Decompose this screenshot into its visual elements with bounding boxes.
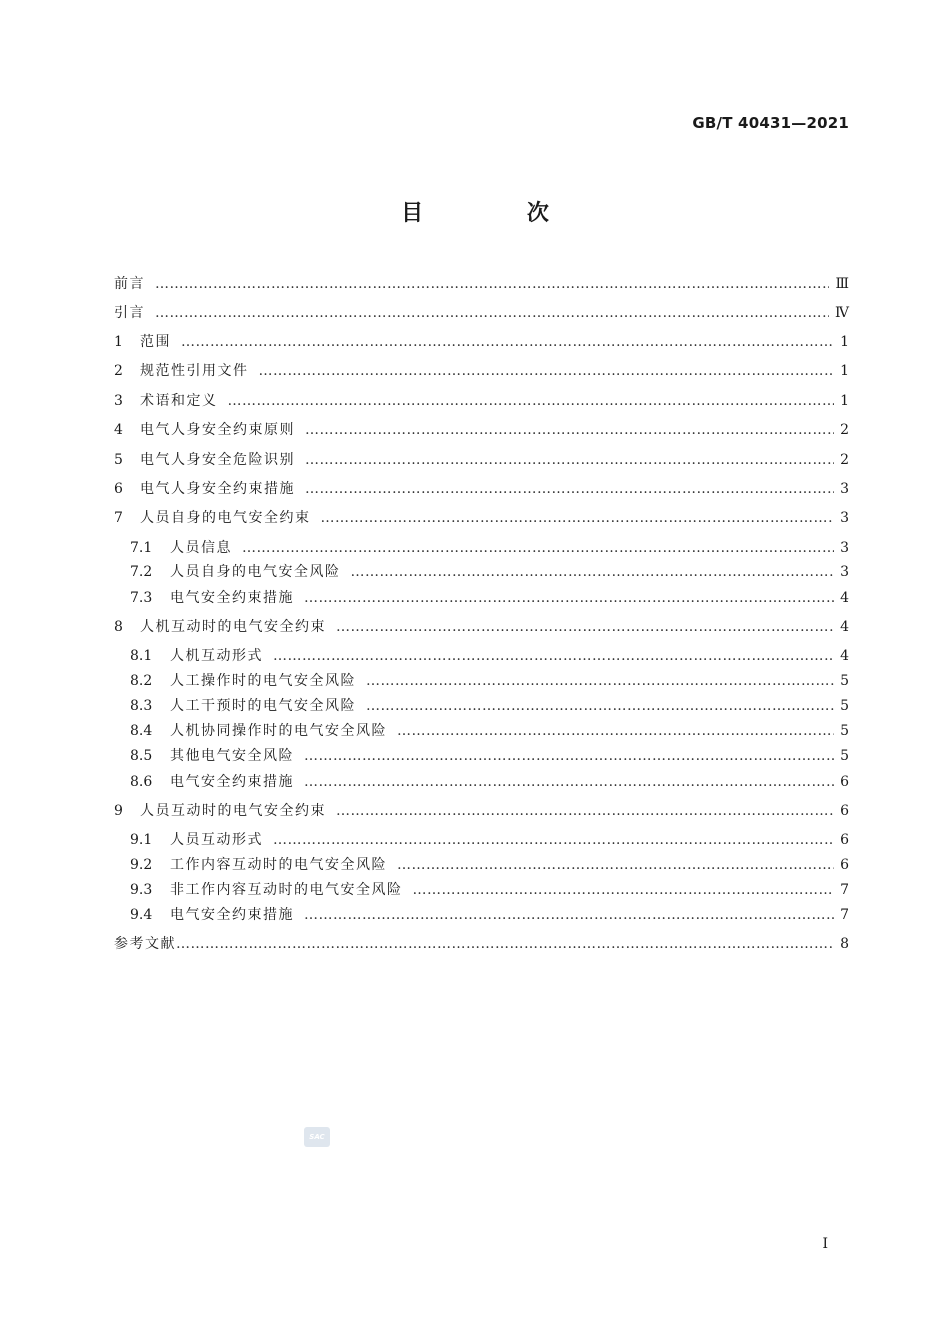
toc-entry-label: 其他电气安全风险: [170, 748, 294, 764]
toc-leader-dots: [176, 933, 834, 955]
toc-entry-label: 电气人身安全约束原则: [140, 422, 295, 438]
toc-leader-dots: [305, 419, 834, 441]
sac-watermark-logo: SAC: [304, 1127, 330, 1147]
toc-entry-number: 8.2: [130, 673, 153, 689]
toc-entry-label: 工作内容互动时的电气安全风险: [170, 857, 387, 873]
toc-entry-page: 6: [840, 803, 849, 819]
toc-leader-dots: [304, 904, 834, 926]
toc-entry-page: 2: [840, 422, 849, 438]
toc-leader-dots: [181, 331, 834, 353]
toc-entry-number: 3: [114, 393, 123, 409]
toc-entry-label: 人机互动形式: [170, 648, 263, 664]
toc-entry-label: 人工操作时的电气安全风险: [170, 673, 356, 689]
toc-entry[interactable]: [114, 273, 849, 295]
toc-leader-dots: [351, 561, 835, 583]
toc-entry-page: 3: [840, 540, 849, 556]
toc-entry-number: 7.2: [130, 564, 153, 580]
toc-entry-label: 人员自身的电气安全约束: [140, 510, 311, 526]
toc-entry[interactable]: [114, 360, 849, 382]
toc-entry-number: 8.1: [130, 648, 153, 664]
toc-leader-dots: [273, 645, 834, 667]
toc-entry[interactable]: [130, 771, 849, 793]
toc-leader-dots: [336, 800, 834, 822]
toc-entry[interactable]: [114, 478, 849, 500]
toc-leader-dots: [273, 829, 834, 851]
toc-entry-page: Ⅲ: [835, 276, 849, 292]
toc-entry-number: 9.3: [130, 882, 153, 898]
toc-entry-number: 2: [114, 363, 123, 379]
toc-entry-number: 8.6: [130, 774, 153, 790]
toc-entry[interactable]: [114, 800, 849, 822]
toc-entry-number: 1: [114, 334, 123, 350]
toc-entry-label: 人机互动时的电气安全约束: [140, 619, 326, 635]
toc-leader-dots: [366, 670, 834, 692]
toc-entry-page: 4: [840, 648, 849, 664]
toc-entry-number: 6: [114, 481, 123, 497]
toc-entry[interactable]: [130, 670, 849, 692]
toc-leader-dots: [228, 390, 835, 412]
toc-leader-dots: [397, 854, 834, 876]
toc-entry[interactable]: [130, 645, 849, 667]
toc-entry[interactable]: [130, 695, 849, 717]
toc-entry-number: 7.1: [130, 540, 153, 556]
toc-entry[interactable]: [114, 449, 849, 471]
toc-entry[interactable]: [114, 331, 849, 353]
page-number: I: [822, 1236, 828, 1252]
toc-leader-dots: [304, 745, 834, 767]
toc-entry-label: 人员互动形式: [170, 832, 263, 848]
toc-entry-label: 术语和定义: [140, 393, 218, 409]
toc-entry[interactable]: [114, 616, 849, 638]
toc-entry-label: 参考文献: [114, 936, 176, 952]
toc-entry-page: 6: [840, 774, 849, 790]
toc-entry-label: 前言: [114, 276, 145, 292]
toc-entry-page: 3: [840, 510, 849, 526]
toc-entry-number: 4: [114, 422, 123, 438]
toc-entry-page: 5: [840, 748, 849, 764]
toc-leader-dots: [413, 879, 835, 901]
toc-entry-page: 5: [840, 723, 849, 739]
toc-entry[interactable]: [130, 854, 849, 876]
toc-entry-label: 人员互动时的电气安全约束: [140, 803, 326, 819]
toc-title: 目 次: [401, 201, 597, 226]
toc-leader-dots: [242, 537, 834, 559]
toc-leader-dots: [155, 302, 829, 324]
toc-entry-label: 引言: [114, 305, 145, 321]
toc-entry-page: 5: [840, 673, 849, 689]
toc-entry-number: 9: [114, 803, 123, 819]
toc-entry-label: 规范性引用文件: [140, 363, 249, 379]
toc-leader-dots: [305, 478, 834, 500]
toc-entry-number: 7: [114, 510, 123, 526]
toc-entry[interactable]: [114, 933, 849, 955]
toc-entry[interactable]: [130, 720, 849, 742]
toc-entry[interactable]: [114, 302, 849, 324]
toc-leader-dots: [304, 771, 834, 793]
toc-entry-label: 人工干预时的电气安全风险: [170, 698, 356, 714]
toc-entry[interactable]: [130, 879, 849, 901]
toc-entry-number: 7.3: [130, 590, 153, 606]
toc-entry[interactable]: [130, 587, 849, 609]
toc-entry[interactable]: [114, 390, 849, 412]
toc-leader-dots: [259, 360, 835, 382]
toc-entry-number: 8: [114, 619, 123, 635]
toc-entry[interactable]: [130, 904, 849, 926]
toc-entry[interactable]: [114, 419, 849, 441]
toc-leader-dots: [321, 507, 835, 529]
toc-leader-dots: [336, 616, 834, 638]
toc-entry-label: 电气安全约束措施: [170, 774, 294, 790]
toc-entry-label: 人员信息: [170, 540, 232, 556]
toc-entry-page: 4: [840, 619, 849, 635]
toc-entry-page: 3: [840, 481, 849, 497]
toc-leader-dots: [304, 587, 834, 609]
toc-entry-page: 2: [840, 452, 849, 468]
toc-entry-page: 1: [840, 334, 849, 350]
toc-leader-dots: [366, 695, 834, 717]
toc-entry-page: 6: [840, 857, 849, 873]
toc-entry-page: 4: [840, 590, 849, 606]
toc-entry-label: 人员自身的电气安全风险: [170, 564, 341, 580]
toc-entry-number: 8.5: [130, 748, 153, 764]
toc-entry-number: 9.1: [130, 832, 153, 848]
toc-entry-number: 9.2: [130, 857, 153, 873]
toc-entry-page: 1: [840, 363, 849, 379]
toc-entry-label: 电气人身安全约束措施: [140, 481, 295, 497]
toc-leader-dots: [305, 449, 834, 471]
toc-entry-number: 8.4: [130, 723, 153, 739]
toc-entry-page: 6: [840, 832, 849, 848]
toc-entry-page: 8: [840, 936, 849, 952]
toc-entry-page: Ⅳ: [835, 305, 849, 321]
toc-entry-label: 电气人身安全危险识别: [140, 452, 295, 468]
toc-entry[interactable]: [130, 537, 849, 559]
toc-entry-label: 非工作内容互动时的电气安全风险: [170, 882, 403, 898]
toc-entry[interactable]: [130, 745, 849, 767]
toc-entry-number: 8.3: [130, 698, 153, 714]
toc-entry[interactable]: [130, 829, 849, 851]
toc-entry-label: 人机协同操作时的电气安全风险: [170, 723, 387, 739]
toc-entry[interactable]: [130, 561, 849, 583]
toc-entry-label: 电气安全约束措施: [170, 590, 294, 606]
toc-leader-dots: [397, 720, 834, 742]
toc-entry-page: 7: [840, 882, 849, 898]
toc-entry-page: 7: [840, 907, 849, 923]
standard-number: GB/T 40431—2021: [692, 114, 849, 132]
toc-entry-number: 9.4: [130, 907, 153, 923]
toc-entry[interactable]: [114, 507, 849, 529]
toc-entry-page: 5: [840, 698, 849, 714]
toc-leader-dots: [155, 273, 829, 295]
toc-entry-page: 1: [840, 393, 849, 409]
toc-entry-number: 5: [114, 452, 123, 468]
toc-entry-label: 范围: [140, 334, 171, 350]
toc-entry-label: 电气安全约束措施: [170, 907, 294, 923]
toc-entry-page: 3: [840, 564, 849, 580]
